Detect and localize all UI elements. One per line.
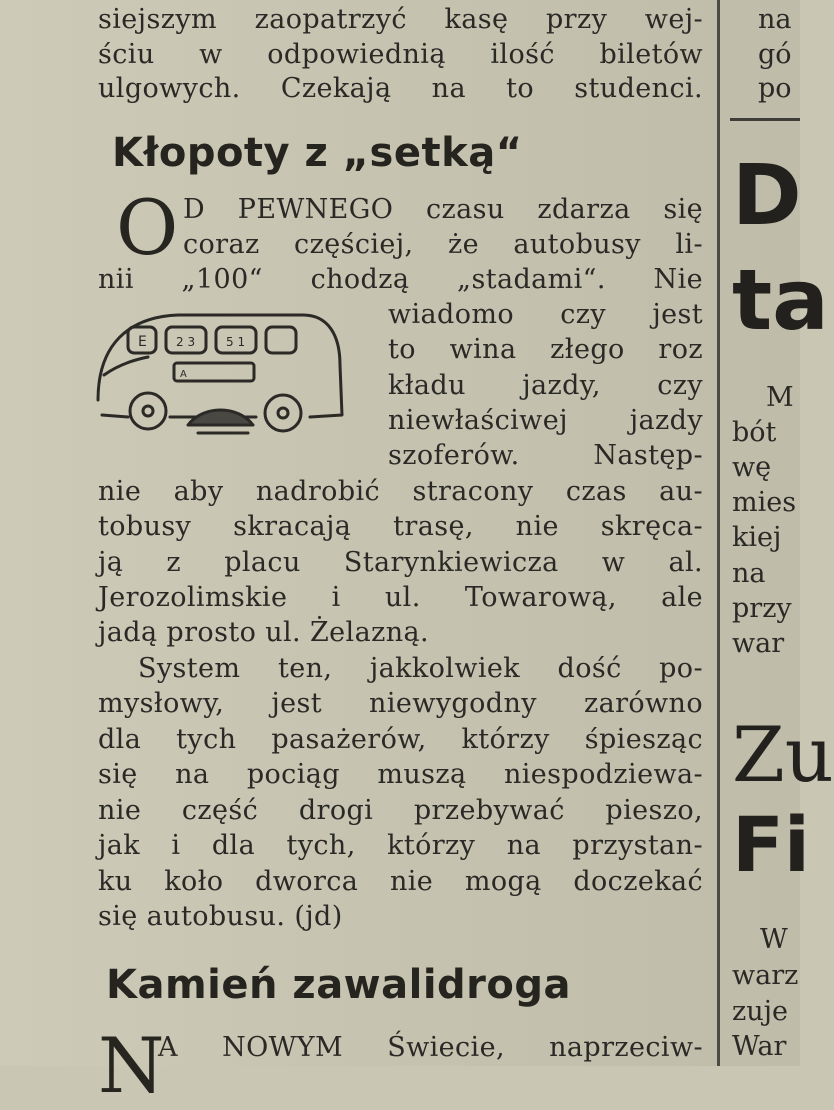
article1-line-3: nii „100“ chodzą „stadami“. Nie <box>98 264 703 295</box>
side-body-7: przy <box>732 593 792 624</box>
article1-line-20: ku koło dworca nie mogą doczekać <box>98 866 703 897</box>
article2-line-1: A NOWYM Świecie, naprzeciw- <box>158 1032 703 1063</box>
side-top-1: na <box>758 4 792 35</box>
article1-line-11: ją z placu Starynkiewicza w al. <box>98 547 703 578</box>
article1-line-5: to wina złego roz <box>388 334 703 365</box>
side-column <box>730 0 834 1066</box>
side-body-4: mies <box>732 487 797 518</box>
article1-line-17: się na pociąg muszą niespodziewa- <box>98 759 703 790</box>
side-body-6: na <box>732 558 766 589</box>
column-rule <box>717 0 720 1066</box>
side-horizontal-rule <box>730 118 800 121</box>
article1-line-8: szoferów. Następ- <box>388 440 703 471</box>
side-body-1: M <box>766 382 794 413</box>
side-body-5: kiej <box>732 522 782 553</box>
dropcap-o: O <box>116 183 179 272</box>
bus-icon <box>88 305 353 455</box>
article1-line-12: Jerozolimskie i ul. Towarową, ale <box>98 582 703 613</box>
intro-line-1: siejszym zaopatrzyć kasę przy wej- <box>98 4 703 35</box>
article1-line-13: jadą prosto ul. Żelazną. <box>98 617 429 648</box>
article1-line-1: D PEWNEGO czasu zdarza się <box>183 194 703 225</box>
svg-text:2 3: 2 3 <box>176 335 196 349</box>
side-head-1: D <box>732 146 802 244</box>
dropcap-n: N <box>98 1021 165 1110</box>
svg-text:5 1: 5 1 <box>226 335 246 349</box>
side-body-12: War <box>732 1031 787 1062</box>
article1-line-16: dla tych pasażerów, którzy śpiesząc <box>98 724 703 755</box>
svg-text:E: E <box>138 334 147 350</box>
article1-line-9: nie aby nadrobić stracony czas au- <box>98 476 703 507</box>
article1-line-21: się autobusu. (jd) <box>98 901 343 932</box>
intro-line-2: ściu w odpowiednią ilość biletów <box>98 39 703 70</box>
article1-line-18: nie część drogi przebywać pieszo, <box>98 795 703 826</box>
article1-line-7: niewłaściwej jazdy <box>388 405 703 436</box>
article1-line-10: tobusy skracają trasę, nie skręca- <box>98 511 703 542</box>
article1-line-6: kładu jazdy, czy <box>388 370 703 401</box>
headline-klopoty: Kłopoty z „setką“ <box>112 130 523 176</box>
side-body-3: wę <box>732 452 772 483</box>
side-body-9: W <box>760 924 788 955</box>
article1-line-19: jak i dla tych, którzy na przystan- <box>98 830 703 861</box>
article1-line-14: System ten, jakkolwiek dość po- <box>138 653 703 684</box>
article1-line-15: mysłowy, jest niewygodny zarówno <box>98 688 703 719</box>
main-column <box>98 0 708 1110</box>
svg-text:A: A <box>180 369 187 380</box>
side-head-2: ta <box>732 251 829 349</box>
headline-kamien: Kamień zawalidroga <box>106 962 572 1008</box>
article1-line-4: wiadomo czy jest <box>388 299 703 330</box>
side-head-4: Fi <box>732 800 810 889</box>
article1-line-2: coraz częściej, że autobusy li- <box>183 229 703 260</box>
side-top-3: po <box>758 73 792 104</box>
side-head-3: Zu <box>732 710 834 799</box>
side-top-2: gó <box>758 39 792 70</box>
side-body-8: war <box>732 628 785 659</box>
side-body-10: warz <box>732 960 799 991</box>
side-body-2: bót <box>732 417 777 448</box>
intro-line-3: ulgowych. Czekają na to studenci. <box>98 73 703 104</box>
side-body-11: zuje <box>732 996 788 1027</box>
